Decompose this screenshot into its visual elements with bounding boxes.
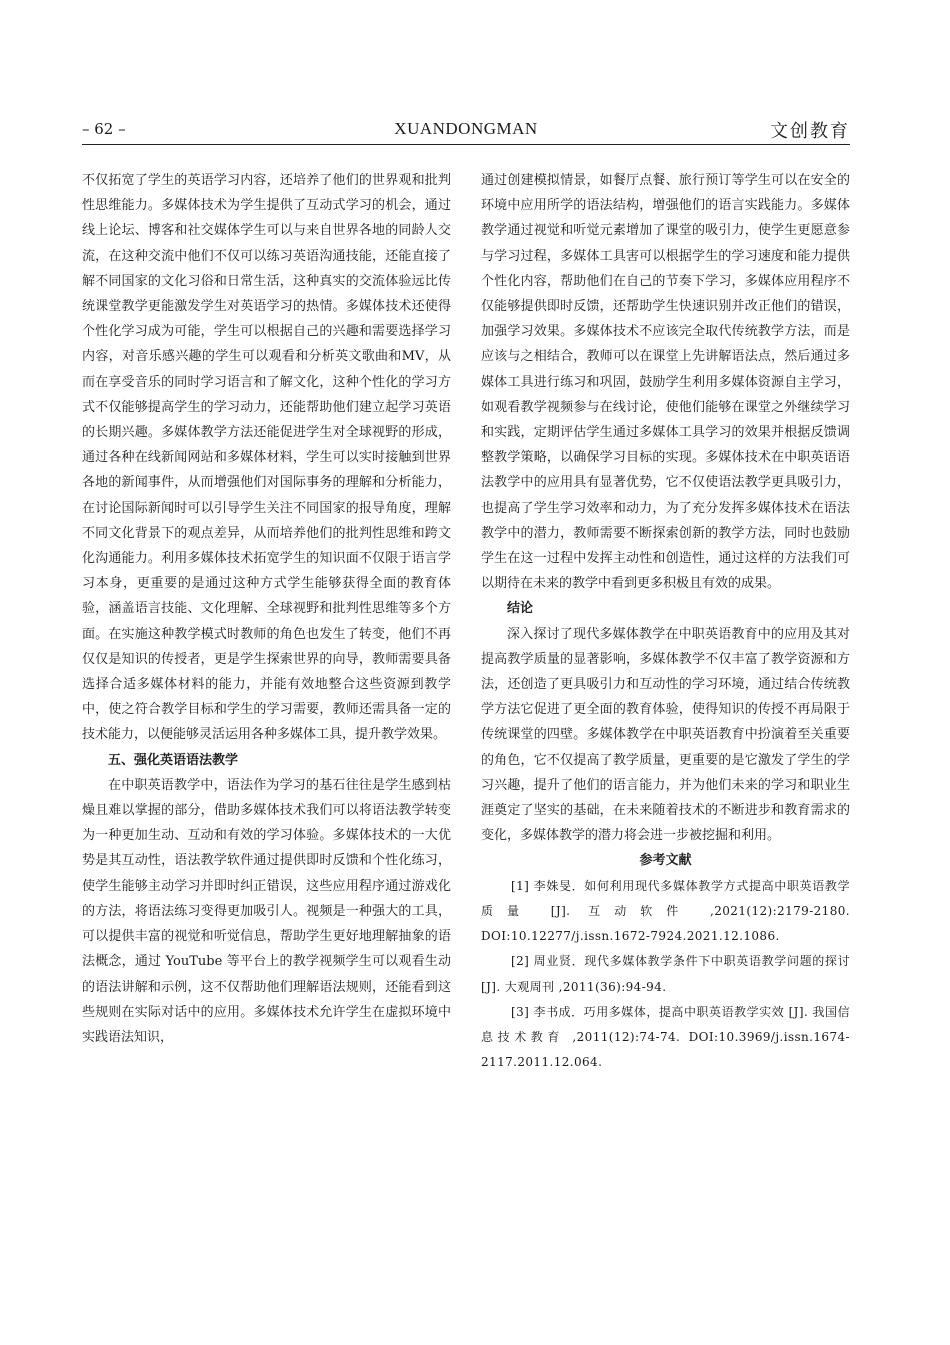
reference-item: [1] 李姝旻．如何利用现代多媒体教学方式提高中职英语教学质量 [J]. 互动软件 ,2021(12):2179-2180. DOI:10.12277/j.issn.1672-7924.2021.12.1086. [481,878,850,944]
body-paragraph: 不仅拓宽了学生的英语学习内容，还培养了他们的世界观和批判性思维能力。多媒体技术为学生提供了互动式学习的机会，通过线上论坛、博客和社交媒体学生可以与来自世界各地的同龄人交流，在这种交流中他们不仅可以练习英语沟通技能，还能直接了解不同国家的文化习俗和日常生活，这种真实的交流体验远比传统课堂教学更能激发学生对英语学习的热情。多媒体技术还使得个性化学习成为可能，学生可以根据自己的兴趣和需要选择学习内容，对音乐感兴趣的学生可以观看和分析英文歌曲和MV，从而在享受音乐的同时学习语言和了解文化，这种个性化的学习方式不仅能够提高学生的学习动力，还能帮助他们建立起学习英语的长期兴趣。多媒体教学方法还能促进学生对全球视野的形成，通过各种在线新闻网站和多媒体材料，学生可以实时接触到世界各地的新闻事件，从而增强他们对国际事务的理解和分析能力，在讨论国际新闻时可以引导学生关注不同国家的报导角度，理解不同文化背景下的观点差异，从而培养他们的批判性思维和跨文化沟通能力。利用多媒体技术拓宽学生的知识面不仅限于语言学习本身，更重要的是通过这种方式学生能够获得全面的教育体验，涵盖语言技能、文化理解、全球视野和批判性思维等多个方面。在实施这种教学模式时教师的角色也发生了转变，他们不再仅仅是知识的传授者，更是学生探索世界的向导，教师需要具备选择合适多媒体材料的能力，并能有效地整合这些资源到教学中，使之符合教学目标和学生的学习需要，教师还需具备一定的技术能力，以便能够灵活运用各种多媒体工具，提升教学效果。 [82,173,451,743]
journal-brand: 文创教育 [770,121,850,142]
conclusion-heading: 结论 [507,601,534,617]
page-header [82,118,850,145]
journal-name: XUANDONGMAN [394,119,538,138]
page-number: – 62 – [82,120,126,138]
body-paragraph: 通过创建模拟情景，如餐厅点餐、旅行预订等学生可以在安全的环境中应用所学的语法结构，增强他们的语言实践能力。多媒体教学通过视觉和听觉元素增加了课堂的吸引力，使学生更愿意参与学习过程，多媒体工具害可以根据学生的学习速度和能力提供个性化内容，帮助他们在自己的节奏下学习，多媒体应用程序不仅能够提供即时反馈，还帮助学生快速识别并改正他们的错误，加强学习效果。多媒体技术不应该完全取代传统教学方法，而是应该与之相结合，教师可以在课堂上先讲解语法点，然后通过多媒体工具进行练习和巩固，鼓励学生利用多媒体资源自主学习，如观看教学视频参与在线讨论，使他们能够在课堂之外继续学习和实践，定期评估学生通过多媒体工具学习的效果并根据反馈调整教学策略，以确保学习目标的实现。多媒体技术在中职英语语法教学中的应用具有显著优势，它不仅使语法教学更具吸引力，也提高了学生学习效率和动力，为了充分发挥多媒体技术在语法教学中的潜力，教师需要不断探索创新的教学方法，同时也鼓励学生在这一过程中发挥主动性和创造性，通过这样的方法我们可以期待在未来的教学中看到更多积极且有效的成果。 [481,173,850,592]
conclusion-paragraph: 深入探讨了现代多媒体教学在中职英语教育中的应用及其对提高教学质量的显著影响，多媒体教学不仅丰富了教学资源和方法，还创造了更具吸引力和互动性的学习环境，通过结合传统教学方法它促进了更全面的教育体验，使得知识的传授不再局限于传统课堂的四壁。多媒体教学在中职英语教育中扮演着至关重要的角色，它不仅提高了教学质量，更重要的是它激发了学生的学习兴趣，提升了他们的语言能力，并为他们未来的学习和职业生涯奠定了坚实的基础，在未来随着技术的不断进步和教育需求的变化，多媒体教学的潜力将会进一步被挖掘和利用。 [481,626,850,844]
body-paragraph: 在中职英语教学中，语法作为学习的基石往往是学生感到枯燥且难以掌握的部分，借助多媒体技术我们可以将语法教学转变为一种更加生动、互动和有效的学习体验。多媒体技术的一大优势是其互动性，语法教学软件通过提供即时反馈和个性化练习，使学生能够主动学习并即时纠正错误，这些应用程序通过游戏化的方法，将语法练习变得更加吸引人。视频是一种强大的工具，可以提供丰富的视觉和听觉信息，帮助学生更好地理解抽象的语法概念，通过 YouTube 等平台上的教学视频学生可以观看生动的语法讲解和示例，这不仅帮助他们理解语法规则，还能看到这些规则在实际对话中的应用。多媒体技术允许学生在虚拟环境中实践语法知识， [82,777,451,1045]
right-column [481,168,850,1075]
references-heading: 参考文献 [639,853,692,869]
section-heading-5: 五、强化英语语法教学 [108,752,239,768]
reference-item: [2] 周业贤．现代多媒体教学条件下中职英语教学问题的探讨 [J]. 大观周刊 ,2011(36):94-94. [481,954,850,994]
left-column [82,168,451,1050]
reference-item: [3] 李书成．巧用多媒体，提高中职英语教学实效 [J]. 我国信息技术教育 ,2011(12):74-74. DOI:10.3969/j.issn.1674-2117.2011.12.064. [481,1004,850,1070]
